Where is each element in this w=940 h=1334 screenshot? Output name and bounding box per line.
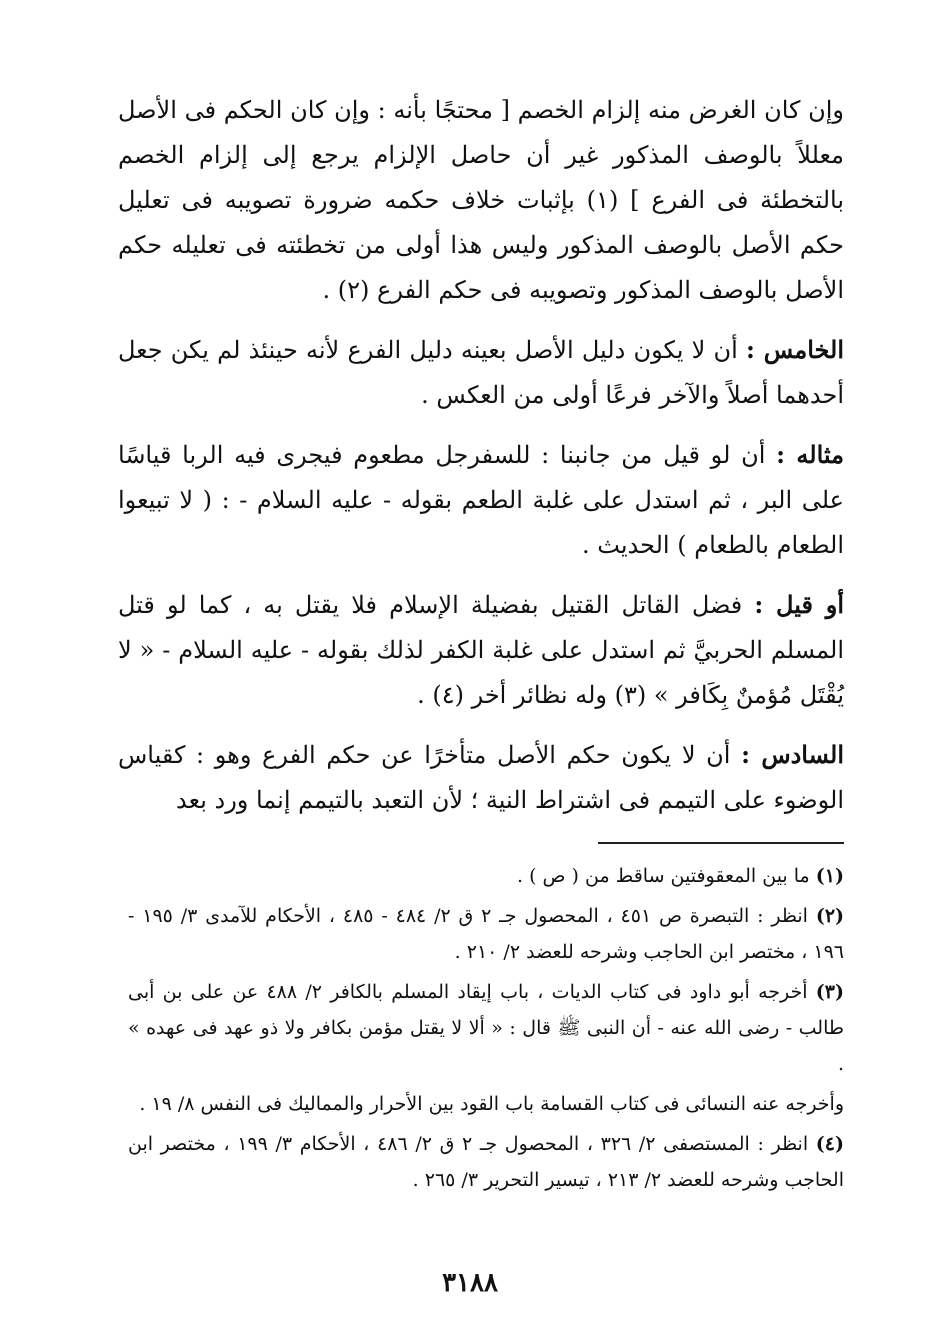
footnote-4-number: (٤) [815,1133,844,1155]
paragraph-example-text: أن لو قيل من جانبنا : للسفرجل مطعوم فيجرى فيه الربا قياسًا على البر ، ثم استدل على غلبة الطعم بقوله - عليه السلام - : ( لا تبيعوا الطعام بالطعام ) الحديث . [118,441,844,559]
paragraph-fifth-text: أن لا يكون دليل الأصل بعينه دليل الفرع لأنه حينئذ لم يكن جعل أحدهما أصلاً والآخر فرعًا أولى من العكس . [118,336,844,409]
paragraph-sixth-condition [118,732,844,823]
footnote-3-number: (٣) [815,981,845,1003]
main-text [118,88,844,837]
paragraph-sixth-text: أن لا يكون حكم الأصل متأخرًا عن حكم الفرع وهو : كقياس الوضوء على التيمم فى اشتراط النية ؛ لأن التعبد بالتيمم إنما ورد بعد [118,741,844,814]
footnote-1-number: (١) [815,865,844,887]
paragraph-1 [118,88,844,313]
paragraph-fifth-condition [118,327,844,418]
paragraph-fifth-lead: الخامس : [745,335,845,364]
footnote-4 [128,1126,844,1198]
paragraph-or-said [118,582,844,718]
footnote-2-text: انظر : التبصرة ص ٤٥١ ، المحصول جـ ٢ ق ٢/ ٤٨٤ - ٤٨٥ ، الأحكام للآمدى ٣/ ١٩٥ - ١٩٦ ، مختصر ابن الحاجب وشرحه للعضد ٢/ ٢١٠ . [128,905,844,963]
footnote-3-continuation-text: وأخرجه عنه النسائى فى كتاب القسامة باب القود بين الأحرار والمماليك فى النفس ٨/ ١٩ . [139,1093,844,1115]
footnote-separator [598,842,844,844]
footnote-3-continuation [128,1086,844,1122]
footnote-1-text: ما بين المعقوفتين ساقط من ( ص ) . [517,865,810,887]
footnote-3-text: أخرجه أبو داود فى كتاب الديات ، باب إيقاد المسلم بالكافر ٢/ ٤٨٨ عن على بن أبى طالب - رضى الله عنه - أن النبى ﷺ قال : « ألا لا يقتل مؤمن بكافر ولا ذو عهد فى عهده » . [128,981,844,1075]
paragraph-example-lead: مثاله : [776,440,844,469]
footnote-3 [128,974,844,1082]
footnote-2 [128,898,844,970]
paragraph-example [118,432,844,568]
footnote-4-text: انظر : المستصفى ٢/ ٣٢٦ ، المحصول جـ ٢ ق ٢/ ٤٨٦ ، الأحكام ٣/ ١٩٩ ، مختصر ابن الحاجب وشرحه للعضد ٢/ ٢١٣ ، تيسير التحرير ٣/ ٢٦٥ . [128,1133,844,1191]
footnote-2-number: (٢) [815,905,845,927]
paragraph-or-said-text: فضل القاتل القتيل بفضيلة الإسلام فلا يقتل به ، كما لو قتل المسلم الحربيَّ ثم استدل على غلبة الكفر لذلك بقوله - عليه السلام - « لا يُقْتَل مُؤمنٌ بِكَافر » (٣) وله نظائر أخر (٤) . [118,591,844,709]
page-number: ٣١٨٨ [442,1268,498,1298]
footnote-1 [128,858,844,894]
paragraph-1-text: وإن كان الغرض منه إلزام الخصم [ محتجًا بأنه : وإن كان الحكم فى الأصل معللاً بالوصف المذكور غير أن حاصل الإلزام يرجع إلى إلزام الخصم بالتخطئة فى الفرع ] (١) بإثبات خلاف حكمه ضرورة تصويبه فى تعليل حكم الأصل بالوصف المذكور وليس هذا أولى من تخطئته فى تعليله حكم الأصل بالوصف المذكور وتصويبه فى حكم الفرع (٢) . [118,96,844,304]
footnotes [128,858,844,1202]
paragraph-or-said-lead: أو قيل : [754,590,844,619]
paragraph-sixth-lead: السادس : [741,740,845,769]
